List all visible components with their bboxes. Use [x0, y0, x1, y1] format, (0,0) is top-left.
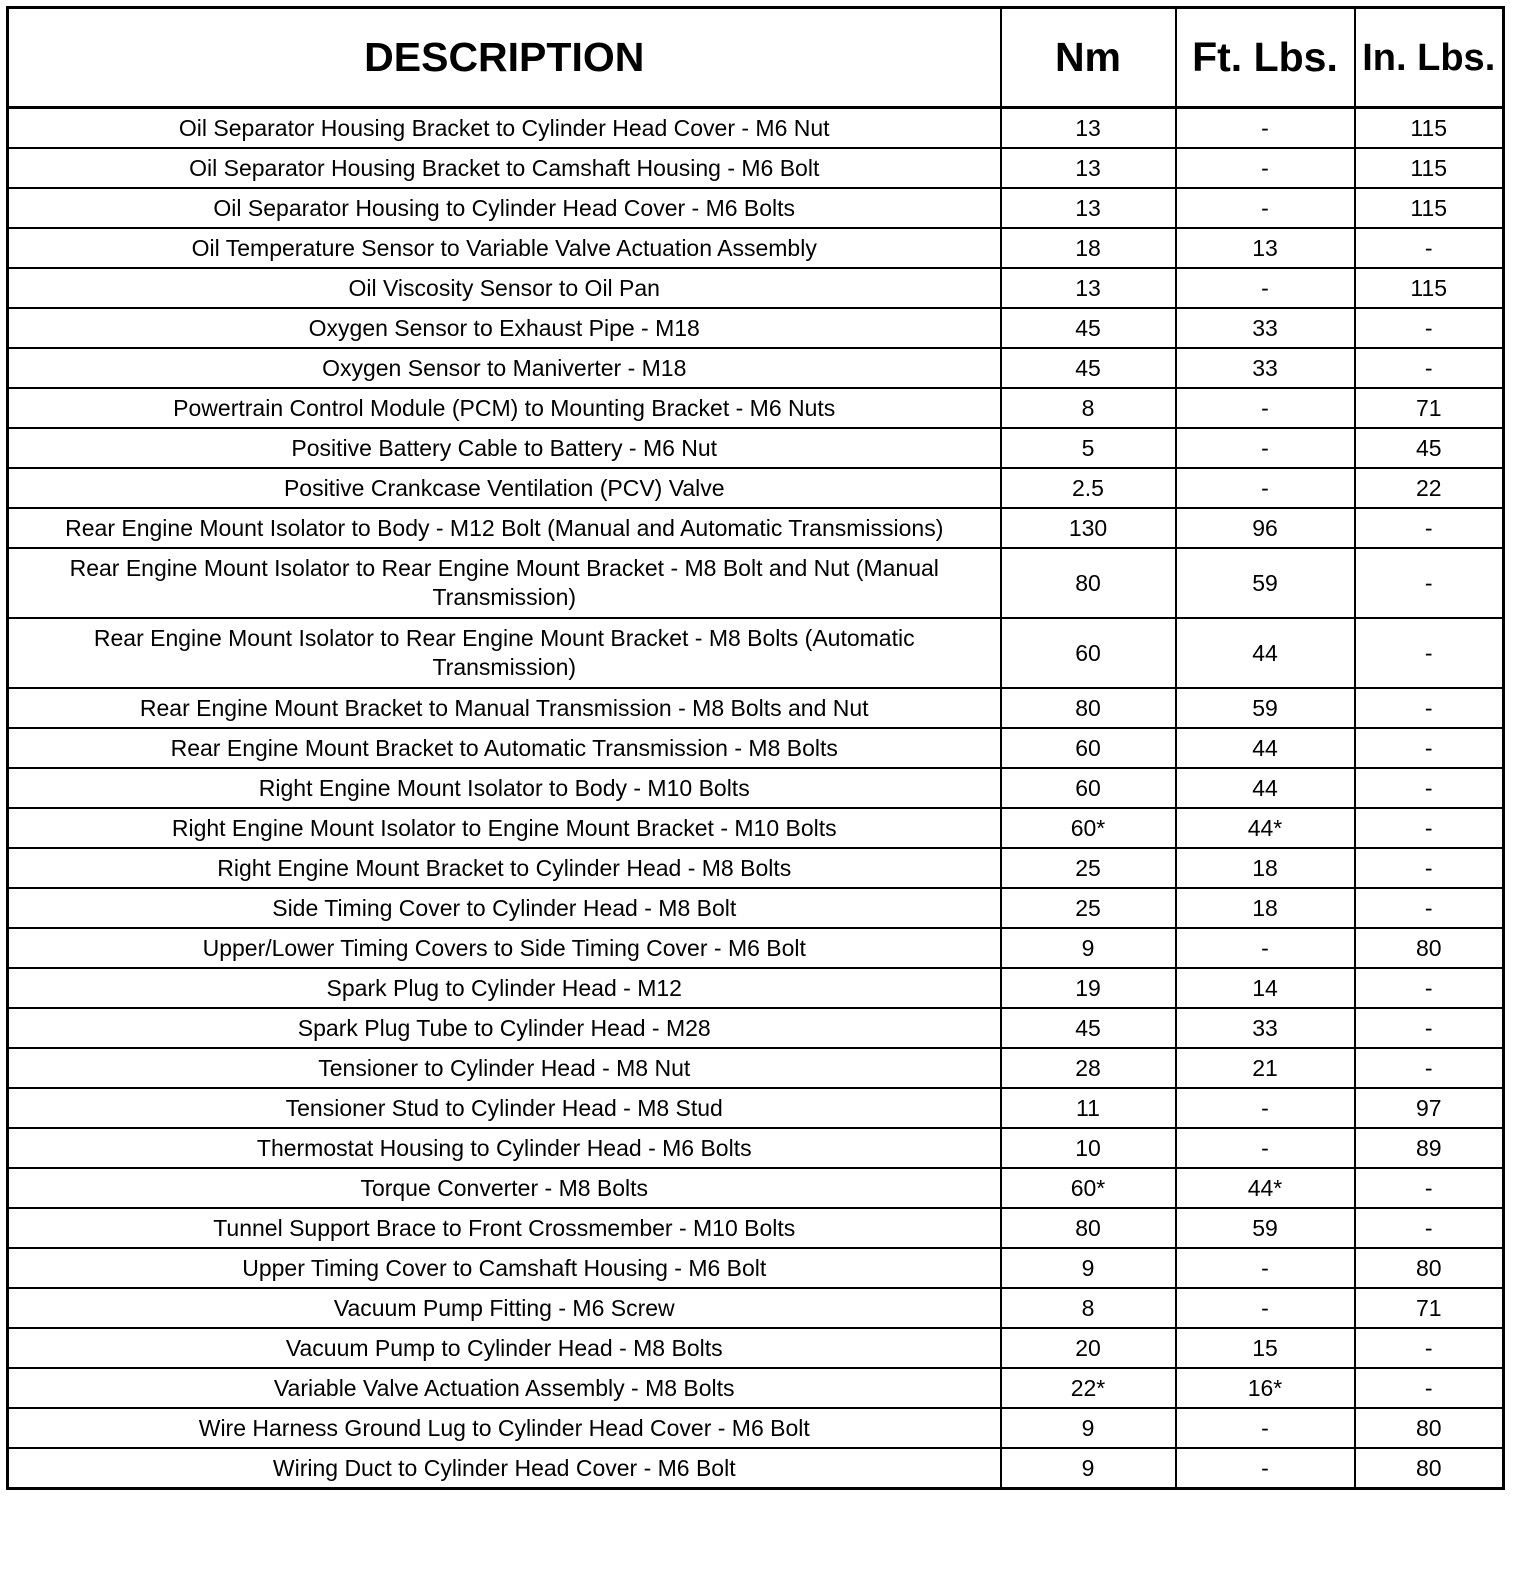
nm-cell: 45 [1001, 308, 1176, 348]
table-row [8, 848, 1504, 888]
ft-lbs-cell: - [1176, 1288, 1355, 1328]
ft-lbs-cell: - [1176, 1248, 1355, 1288]
ft-lbs-cell: - [1176, 1448, 1355, 1489]
description-column-header: DESCRIPTION [8, 8, 1001, 108]
nm-cell: 60 [1001, 768, 1176, 808]
nm-cell: 18 [1001, 228, 1176, 268]
table-row [8, 1368, 1504, 1408]
table-body [8, 108, 1504, 1489]
ft-lbs-cell: - [1176, 428, 1355, 468]
table-row [8, 308, 1504, 348]
description-cell: Rear Engine Mount Isolator to Rear Engine Mount Bracket - M8 Bolts (Automatic Transmission) [8, 618, 1001, 688]
ft-lbs-cell: - [1176, 388, 1355, 428]
in-lbs-cell: - [1355, 728, 1504, 768]
description-cell: Oxygen Sensor to Maniverter - M18 [8, 348, 1001, 388]
table-row [8, 108, 1504, 149]
table-row [8, 688, 1504, 728]
ft-lbs-column-header: Ft. Lbs. [1176, 8, 1355, 108]
ft-lbs-cell: 96 [1176, 508, 1355, 548]
table-row [8, 348, 1504, 388]
ft-lbs-cell: - [1176, 1088, 1355, 1128]
in-lbs-cell: - [1355, 968, 1504, 1008]
description-cell: Rear Engine Mount Isolator to Body - M12 Bolt (Manual and Automatic Transmissions) [8, 508, 1001, 548]
in-lbs-cell: - [1355, 1208, 1504, 1248]
in-lbs-cell: 80 [1355, 1248, 1504, 1288]
nm-cell: 80 [1001, 548, 1176, 618]
description-cell: Tensioner Stud to Cylinder Head - M8 Stud [8, 1088, 1001, 1128]
in-lbs-cell: 71 [1355, 1288, 1504, 1328]
nm-cell: 8 [1001, 388, 1176, 428]
in-lbs-column-header: In. Lbs. [1355, 8, 1504, 108]
nm-cell: 25 [1001, 888, 1176, 928]
ft-lbs-cell: 44* [1176, 1168, 1355, 1208]
description-cell: Vacuum Pump to Cylinder Head - M8 Bolts [8, 1328, 1001, 1368]
ft-lbs-cell: - [1176, 268, 1355, 308]
table-row [8, 228, 1504, 268]
description-cell: Rear Engine Mount Bracket to Manual Transmission - M8 Bolts and Nut [8, 688, 1001, 728]
ft-lbs-cell: 14 [1176, 968, 1355, 1008]
in-lbs-cell: 115 [1355, 148, 1504, 188]
nm-cell: 13 [1001, 188, 1176, 228]
in-lbs-cell: 115 [1355, 268, 1504, 308]
nm-column-header: Nm [1001, 8, 1176, 108]
ft-lbs-cell: - [1176, 188, 1355, 228]
description-cell: Vacuum Pump Fitting - M6 Screw [8, 1288, 1001, 1328]
table-row [8, 768, 1504, 808]
nm-cell: 25 [1001, 848, 1176, 888]
nm-cell: 20 [1001, 1328, 1176, 1368]
ft-lbs-cell: 59 [1176, 1208, 1355, 1248]
in-lbs-cell: - [1355, 1048, 1504, 1088]
table-row [8, 1128, 1504, 1168]
description-cell: Upper/Lower Timing Covers to Side Timing Cover - M6 Bolt [8, 928, 1001, 968]
ft-lbs-cell: - [1176, 928, 1355, 968]
description-cell: Oil Temperature Sensor to Variable Valve Actuation Assembly [8, 228, 1001, 268]
description-cell: Right Engine Mount Isolator to Engine Mount Bracket - M10 Bolts [8, 808, 1001, 848]
in-lbs-cell: 71 [1355, 388, 1504, 428]
nm-cell: 9 [1001, 1448, 1176, 1489]
table-row [8, 1208, 1504, 1248]
description-cell: Side Timing Cover to Cylinder Head - M8 Bolt [8, 888, 1001, 928]
table-row [8, 808, 1504, 848]
in-lbs-cell: - [1355, 228, 1504, 268]
ft-lbs-cell: - [1176, 148, 1355, 188]
in-lbs-cell: 115 [1355, 108, 1504, 149]
nm-cell: 5 [1001, 428, 1176, 468]
nm-cell: 13 [1001, 268, 1176, 308]
nm-cell: 10 [1001, 1128, 1176, 1168]
table-row [8, 1088, 1504, 1128]
nm-cell: 8 [1001, 1288, 1176, 1328]
ft-lbs-cell: 18 [1176, 848, 1355, 888]
description-cell: Torque Converter - M8 Bolts [8, 1168, 1001, 1208]
description-cell: Wiring Duct to Cylinder Head Cover - M6 Bolt [8, 1448, 1001, 1489]
in-lbs-cell: 89 [1355, 1128, 1504, 1168]
description-cell: Oil Separator Housing Bracket to Camshaft Housing - M6 Bolt [8, 148, 1001, 188]
ft-lbs-cell: 33 [1176, 308, 1355, 348]
nm-cell: 28 [1001, 1048, 1176, 1088]
description-cell: Oil Separator Housing to Cylinder Head Cover - M6 Bolts [8, 188, 1001, 228]
in-lbs-cell: - [1355, 548, 1504, 618]
description-cell: Oil Separator Housing Bracket to Cylinder Head Cover - M6 Nut [8, 108, 1001, 149]
ft-lbs-cell: - [1176, 468, 1355, 508]
description-cell: Positive Battery Cable to Battery - M6 Nut [8, 428, 1001, 468]
in-lbs-cell: 80 [1355, 1448, 1504, 1489]
table-row [8, 1248, 1504, 1288]
table-row [8, 1288, 1504, 1328]
description-cell: Positive Crankcase Ventilation (PCV) Valve [8, 468, 1001, 508]
in-lbs-cell: 45 [1355, 428, 1504, 468]
nm-cell: 9 [1001, 928, 1176, 968]
nm-cell: 130 [1001, 508, 1176, 548]
description-cell: Variable Valve Actuation Assembly - M8 Bolts [8, 1368, 1001, 1408]
in-lbs-cell: - [1355, 848, 1504, 888]
torque-specifications-table [6, 6, 1505, 1490]
in-lbs-cell: - [1355, 1368, 1504, 1408]
description-cell: Rear Engine Mount Isolator to Rear Engine Mount Bracket - M8 Bolt and Nut (Manual Transmission) [8, 548, 1001, 618]
description-cell: Oil Viscosity Sensor to Oil Pan [8, 268, 1001, 308]
table-row [8, 1048, 1504, 1088]
table-row [8, 428, 1504, 468]
nm-cell: 80 [1001, 1208, 1176, 1248]
ft-lbs-cell: 44 [1176, 618, 1355, 688]
nm-cell: 45 [1001, 1008, 1176, 1048]
nm-cell: 60 [1001, 618, 1176, 688]
description-cell: Right Engine Mount Isolator to Body - M10 Bolts [8, 768, 1001, 808]
ft-lbs-cell: 21 [1176, 1048, 1355, 1088]
in-lbs-cell: 115 [1355, 188, 1504, 228]
table-row [8, 148, 1504, 188]
ft-lbs-cell: 44 [1176, 768, 1355, 808]
description-cell: Right Engine Mount Bracket to Cylinder Head - M8 Bolts [8, 848, 1001, 888]
nm-cell: 80 [1001, 688, 1176, 728]
description-cell: Spark Plug Tube to Cylinder Head - M28 [8, 1008, 1001, 1048]
table-row [8, 1168, 1504, 1208]
table-row [8, 508, 1504, 548]
nm-cell: 13 [1001, 148, 1176, 188]
table-row [8, 548, 1504, 618]
ft-lbs-cell: 13 [1176, 228, 1355, 268]
table-row [8, 1448, 1504, 1489]
description-cell: Tunnel Support Brace to Front Crossmember - M10 Bolts [8, 1208, 1001, 1248]
in-lbs-cell: 97 [1355, 1088, 1504, 1128]
table-row [8, 618, 1504, 688]
description-cell: Powertrain Control Module (PCM) to Mounting Bracket - M6 Nuts [8, 388, 1001, 428]
ft-lbs-cell: 15 [1176, 1328, 1355, 1368]
description-cell: Thermostat Housing to Cylinder Head - M6 Bolts [8, 1128, 1001, 1168]
table-row [8, 268, 1504, 308]
ft-lbs-cell: - [1176, 1128, 1355, 1168]
table-row [8, 188, 1504, 228]
in-lbs-cell: - [1355, 508, 1504, 548]
nm-cell: 9 [1001, 1248, 1176, 1288]
description-cell: Oxygen Sensor to Exhaust Pipe - M18 [8, 308, 1001, 348]
ft-lbs-cell: 44* [1176, 808, 1355, 848]
table-row [8, 468, 1504, 508]
nm-cell: 60 [1001, 728, 1176, 768]
in-lbs-cell: - [1355, 618, 1504, 688]
table-row [8, 1328, 1504, 1368]
in-lbs-cell: - [1355, 688, 1504, 728]
ft-lbs-cell: - [1176, 1408, 1355, 1448]
nm-cell: 60* [1001, 1168, 1176, 1208]
in-lbs-cell: - [1355, 308, 1504, 348]
nm-cell: 19 [1001, 968, 1176, 1008]
description-cell: Wire Harness Ground Lug to Cylinder Head Cover - M6 Bolt [8, 1408, 1001, 1448]
in-lbs-cell: - [1355, 888, 1504, 928]
ft-lbs-cell: 16* [1176, 1368, 1355, 1408]
table-row [8, 388, 1504, 428]
nm-cell: 9 [1001, 1408, 1176, 1448]
nm-cell: 11 [1001, 1088, 1176, 1128]
description-cell: Spark Plug to Cylinder Head - M12 [8, 968, 1001, 1008]
in-lbs-cell: - [1355, 1168, 1504, 1208]
ft-lbs-cell: 18 [1176, 888, 1355, 928]
description-cell: Upper Timing Cover to Camshaft Housing - M6 Bolt [8, 1248, 1001, 1288]
ft-lbs-cell: 59 [1176, 688, 1355, 728]
in-lbs-cell: - [1355, 1328, 1504, 1368]
in-lbs-cell: - [1355, 1008, 1504, 1048]
description-cell: Tensioner to Cylinder Head - M8 Nut [8, 1048, 1001, 1088]
in-lbs-cell: - [1355, 808, 1504, 848]
in-lbs-cell: 80 [1355, 928, 1504, 968]
nm-cell: 2.5 [1001, 468, 1176, 508]
ft-lbs-cell: 59 [1176, 548, 1355, 618]
header-row [8, 8, 1504, 108]
ft-lbs-cell: 33 [1176, 1008, 1355, 1048]
table-row [8, 728, 1504, 768]
in-lbs-cell: 22 [1355, 468, 1504, 508]
table-header [8, 8, 1504, 108]
nm-cell: 60* [1001, 808, 1176, 848]
in-lbs-cell: - [1355, 768, 1504, 808]
in-lbs-cell: - [1355, 348, 1504, 388]
in-lbs-cell: 80 [1355, 1408, 1504, 1448]
table-row [8, 968, 1504, 1008]
nm-cell: 22* [1001, 1368, 1176, 1408]
table-row [8, 928, 1504, 968]
nm-cell: 13 [1001, 108, 1176, 149]
description-cell: Rear Engine Mount Bracket to Automatic Transmission - M8 Bolts [8, 728, 1001, 768]
ft-lbs-cell: 44 [1176, 728, 1355, 768]
ft-lbs-cell: 33 [1176, 348, 1355, 388]
nm-cell: 45 [1001, 348, 1176, 388]
table-row [8, 1008, 1504, 1048]
ft-lbs-cell: - [1176, 108, 1355, 149]
table-row [8, 888, 1504, 928]
table-row [8, 1408, 1504, 1448]
